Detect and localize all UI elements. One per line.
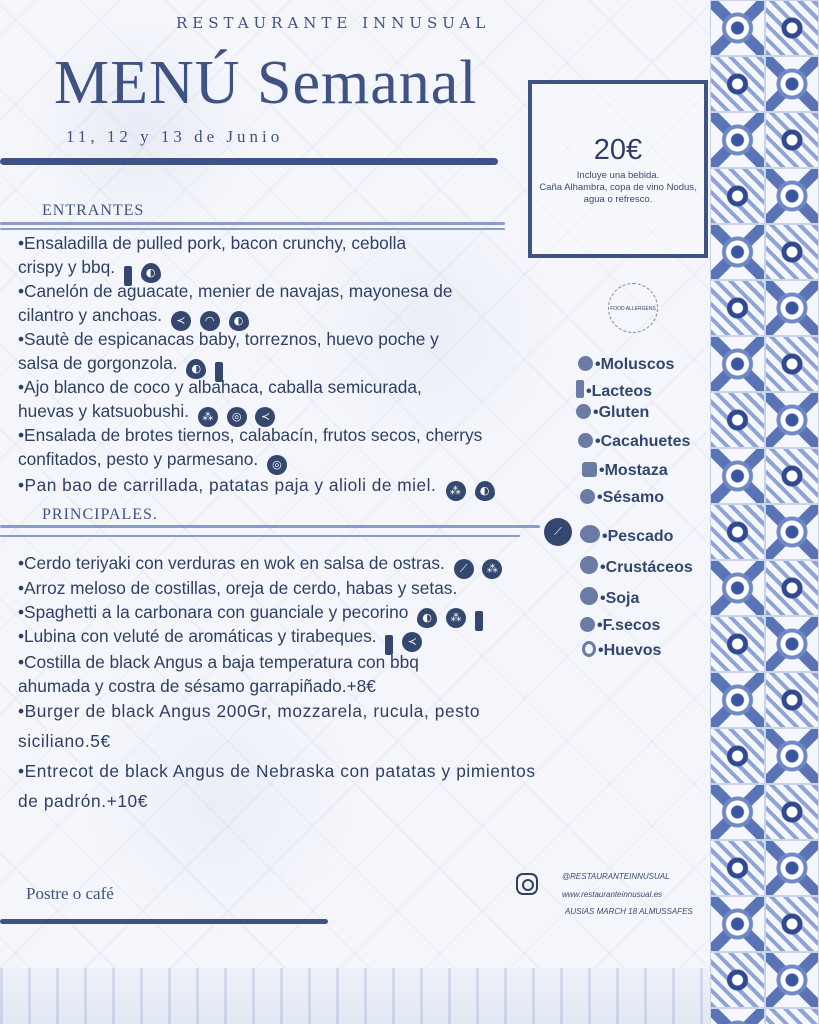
dish-text: salsa de gorgonzola. <box>18 353 178 373</box>
dish-text: cilantro y anchoas. <box>18 305 163 325</box>
footer-divider <box>0 919 328 924</box>
dish-text: •Burger de black Angus 200Gr, mozzarela, rucula, pesto <box>18 701 481 721</box>
legend-label: •Huevos <box>598 642 662 659</box>
bottle-icon <box>576 380 584 398</box>
legend-label: •Sésamo <box>597 489 664 506</box>
main-item <box>18 756 536 816</box>
dish-text: •Pan bao de carrillada, patatas paja y alioli de miel. <box>18 475 437 495</box>
section-divider <box>0 228 505 230</box>
dish-text: •Cerdo teriyaki con verduras en wok en salsa de ostras. <box>18 553 445 573</box>
legend-item-fsecos <box>580 617 660 635</box>
price-note-line: Caña Alhambra, copa de vino Nodus, <box>539 182 697 193</box>
mollusc-icon: ◠ <box>200 311 220 331</box>
website-link[interactable]: www.restauranteinnusual.es <box>562 890 663 899</box>
section-heading-starters: ENTRANTES <box>42 202 145 219</box>
dish-text: •Ajo blanco de coco y albahaca, caballa semicurada, <box>18 377 422 397</box>
egg-icon: ◐ <box>186 359 206 379</box>
legend-item-gluten <box>576 404 649 422</box>
dessert-note: Postre o café <box>26 884 114 903</box>
bottle-icon <box>475 611 483 631</box>
main-item <box>18 650 419 698</box>
gluten-icon: ⁂ <box>446 481 466 501</box>
legend-label: •Crustáceos <box>600 559 693 576</box>
starter-item <box>18 279 453 331</box>
nut-icon: ◎ <box>267 455 287 475</box>
soy-icon: ⟋ <box>544 518 572 546</box>
main-item <box>18 576 457 600</box>
mollusc-icon <box>578 356 593 371</box>
soy-icon <box>580 587 598 605</box>
instagram-icon[interactable] <box>516 873 538 895</box>
dish-text: confitados, pesto y parmesano. <box>18 449 259 469</box>
legend-item-mostaza <box>582 462 668 480</box>
gluten-icon: ⁂ <box>198 407 218 427</box>
legend-label: •Gluten <box>593 404 650 421</box>
price-note <box>532 170 704 206</box>
instagram-handle[interactable]: @RESTAURANTEINNUSUAL <box>562 872 670 881</box>
legend-item-pescado <box>580 525 673 546</box>
legend-item-huevos <box>582 641 661 660</box>
starter-item <box>18 375 422 427</box>
fish-icon <box>580 525 600 543</box>
dish-text: ahumada y costra de sésamo garrapiñado.+8€ <box>18 676 376 696</box>
title-divider <box>0 158 498 165</box>
price-note-line: agua o refresco. <box>583 194 653 205</box>
address: AUSIAS MARCH 18 ALMUSSAFES <box>565 907 693 916</box>
starter-item <box>18 423 482 475</box>
dish-text: •Arroz meloso de costillas, oreja de cerdo, habas y setas. <box>18 578 458 598</box>
price-amount: 20€ <box>593 134 643 166</box>
nut-icon <box>580 617 595 632</box>
fish-icon: ≺ <box>171 311 191 331</box>
restaurant-name: RESTAURANTE INNUSUAL <box>176 14 491 32</box>
section-divider <box>0 535 520 537</box>
gluten-icon: ⁂ <box>482 559 502 579</box>
allergen-logo: FOOD ALLERGENS <box>608 283 658 333</box>
egg-icon <box>582 641 596 657</box>
starter-item <box>18 327 439 382</box>
main-item <box>18 551 502 579</box>
legend-item-cacahuetes <box>578 433 690 451</box>
crustacean-icon <box>580 556 598 574</box>
nut-icon: ◎ <box>227 407 247 427</box>
bottom-tile-strip <box>0 968 710 1024</box>
menu-title: MENÚ Semanal <box>54 49 478 117</box>
price-box <box>528 80 708 258</box>
dish-text: de padrón.+10€ <box>18 791 148 811</box>
azulejo-tile-border <box>710 0 819 1024</box>
fish-icon: ≺ <box>402 632 422 652</box>
legend-item-lacteos <box>576 380 652 401</box>
dish-text: •Sautè de espicanacas baby, torreznos, huevo poche y <box>18 329 439 349</box>
price-note-line: Incluye una bebida. <box>576 170 660 181</box>
legend-label: •Lacteos <box>586 383 653 400</box>
legend-item-soja <box>580 587 639 608</box>
legend-label: •Moluscos <box>595 356 675 373</box>
peanut-icon <box>578 433 593 448</box>
dish-text: crispy y bbq. <box>18 257 116 277</box>
legend-item-sesamo <box>580 489 664 507</box>
main-item <box>18 696 480 756</box>
fish-icon: ≺ <box>255 407 275 427</box>
dish-text: •Ensalada de brotes tiernos, calabacín, frutos secos, cherrys <box>18 425 483 445</box>
menu-dates: 11, 12 y 13 de Junio <box>66 127 284 146</box>
soy-icon: ⟋ <box>454 559 474 579</box>
dish-text: •Ensaladilla de pulled pork, bacon crunchy, cebolla <box>18 233 407 253</box>
egg-icon: ◐ <box>229 311 249 331</box>
legend-label: •Soja <box>600 590 640 607</box>
egg-icon: ◐ <box>141 263 161 283</box>
gluten-icon <box>576 404 591 419</box>
legend-label: •F.secos <box>597 617 661 634</box>
egg-icon: ◐ <box>475 481 495 501</box>
legend-label: •Mostaza <box>599 462 668 479</box>
dish-text: •Spaghetti a la carbonara con guanciale y pecorino <box>18 602 409 622</box>
dish-text: huevas y katsuobushi. <box>18 401 189 421</box>
dish-text: siciliano.5€ <box>18 731 111 751</box>
legend-item-moluscos <box>578 356 674 374</box>
section-divider <box>0 525 540 528</box>
legend-label: •Pescado <box>602 528 674 545</box>
section-heading-mains: PRINCIPALES. <box>42 506 158 523</box>
egg-icon: ◐ <box>417 608 437 628</box>
starter-item <box>18 231 406 286</box>
gluten-icon: ⁂ <box>446 608 466 628</box>
mustard-icon <box>582 462 597 477</box>
legend-item-crustaceos <box>580 556 693 577</box>
dish-text: •Entrecot de black Angus de Nebraska con patatas y pimientos <box>18 761 536 781</box>
dish-text: •Lubina con veluté de aromáticas y tirabeques. <box>18 626 377 646</box>
legend-label: •Cacahuetes <box>595 433 691 450</box>
section-divider <box>0 222 505 225</box>
starter-item <box>18 473 495 501</box>
dish-text: •Canelón de aguacate, menier de navajas, mayonesa de <box>18 281 453 301</box>
dish-text: •Costilla de black Angus a baja temperatura con bbq <box>18 652 419 672</box>
sesame-icon <box>580 489 595 504</box>
